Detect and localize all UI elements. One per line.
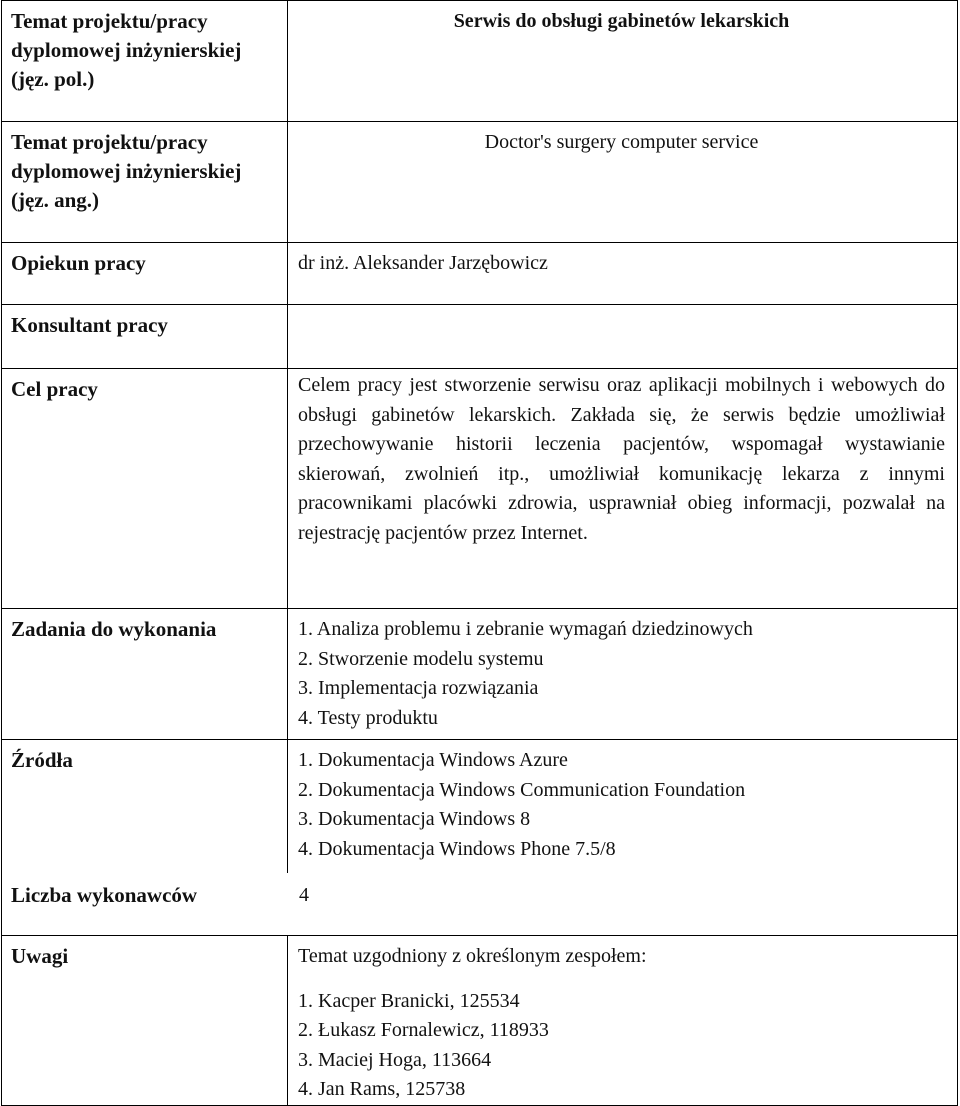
title-pl-label: Temat projektu/pracy dyplomowej inżynierskiej (jęz. pol.) bbox=[2, 1, 288, 122]
workers-row bbox=[1, 873, 958, 935]
consultant-label: Konsultant pracy bbox=[2, 305, 288, 369]
workers-label: Liczba wykonawców bbox=[11, 883, 198, 907]
row-consultant bbox=[2, 305, 958, 369]
task-item: 2. Stworzenie modelu systemu bbox=[298, 647, 544, 670]
notes-gap bbox=[298, 972, 945, 987]
source-item: 1. Dokumentacja Windows Azure bbox=[298, 749, 568, 771]
tasks-label: Zadania do wykonania bbox=[2, 609, 288, 740]
supervisor-label: Opiekun pracy bbox=[2, 243, 288, 305]
task-item: 4. Testy produktu bbox=[298, 706, 438, 729]
consultant-value bbox=[288, 305, 958, 369]
tasks-list bbox=[288, 609, 958, 740]
row-sources bbox=[2, 740, 958, 874]
source-item: 4. Dokumentacja Windows Phone 7.5/8 bbox=[298, 837, 616, 860]
team-member: 1. Kacper Branicki, 125534 bbox=[298, 989, 520, 1012]
title-pl-value: Serwis do obsługi gabinetów lekarskich bbox=[288, 1, 958, 122]
row-notes bbox=[2, 936, 958, 1106]
team-member: 3. Maciej Hoga, 113664 bbox=[298, 1048, 492, 1071]
row-supervisor bbox=[2, 243, 958, 305]
goal-label: Cel pracy bbox=[2, 369, 288, 609]
task-item: 1. Analiza problemu i zebranie wymagań dziedzinowych bbox=[298, 618, 753, 640]
row-title-pl bbox=[2, 1, 958, 122]
team-member: 4. Jan Rams, 125738 bbox=[298, 1078, 466, 1100]
row-title-en bbox=[2, 122, 958, 243]
notes-value bbox=[288, 936, 958, 1106]
source-item: 3. Dokumentacja Windows 8 bbox=[298, 808, 531, 830]
row-goal bbox=[2, 369, 958, 609]
task-item: 3. Implementacja rozwiązania bbox=[298, 677, 539, 699]
row-tasks bbox=[2, 609, 958, 740]
source-item: 2. Dokumentacja Windows Communication Foundation bbox=[298, 778, 746, 801]
notes-intro: Temat uzgodniony z określonym zespołem: bbox=[298, 945, 647, 967]
workers-value: 4 bbox=[299, 884, 309, 906]
notes-label: Uwagi bbox=[2, 936, 288, 1106]
sources-list bbox=[288, 740, 958, 874]
sources-label: Źródła bbox=[2, 740, 288, 874]
thesis-form-table bbox=[1, 0, 958, 1106]
supervisor-value: dr inż. Aleksander Jarzębowicz bbox=[288, 243, 958, 305]
goal-value: Celem pracy jest stworzenie serwisu oraz aplikacji mobilnych i webowych do obsługi gabinetów lekarskich. Zakłada się, że serwis będzie umożliwiał przechowywanie historii leczenia pacjentów, wspomagał wystawianie skierowań, zwolnień itp., umożliwiał komunikację lekarza z innymi pracownikami placówki zdrowia, usprawniał obieg informacji, pozwalał na rejestrację pacjentów przez Internet. bbox=[288, 369, 958, 609]
team-member: 2. Łukasz Fornalewicz, 118933 bbox=[298, 1019, 549, 1041]
title-en-value: Doctor's surgery computer service bbox=[288, 122, 958, 243]
title-en-label: Temat projektu/pracy dyplomowej inżynierskiej (jęz. ang.) bbox=[2, 122, 288, 243]
